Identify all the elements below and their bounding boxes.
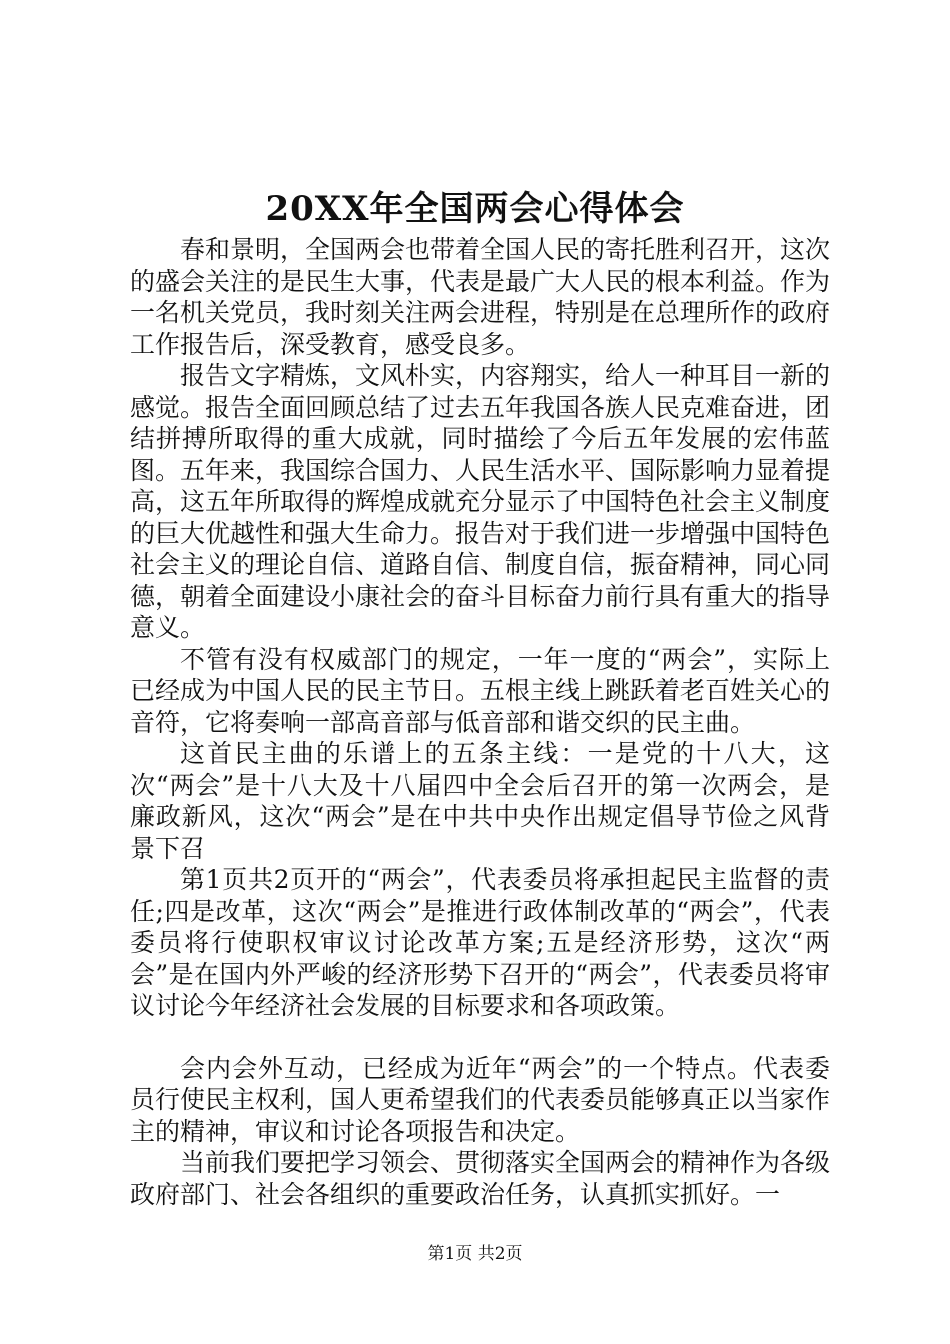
- paragraph-2: 报告文字精炼，文风朴实，内容翔实，给人一种耳目一新的感觉。报告全面回顾总结了过去五年我国各族人民克难奋进，团结拼搏所取得的重大成就，同时描绘了今后五年发展的宏伟蓝图。五年来，我国综合国力、人民生活水平、国际影响力显着提高，这五年所取得的辉煌成就充分显示了中国特色社会主义制度的巨大优越性和强大生命力。报告对于我们进一步增强中国特色社会主义的理论自信、道路自信、制度自信，振奋精神，同心同德，朝着全面建设小康社会的奋斗目标奋力前行具有重大的指导意义。: [130, 361, 831, 642]
- page-footer: 第1页 共2页: [427, 1244, 523, 1264]
- paragraph-3: 不管有没有权威部门的规定，一年一度的“两会”，实际上已经成为中国人民的民主节日。五根主线上跳跃着老百姓关心的音符，它将奏响一部高音部与低音部和谐交织的民主曲。: [130, 644, 831, 737]
- paragraph-6: 会内会外互动，已经成为近年“两会”的一个特点。代表委员行使民主权利，国人更希望我们的代表委员能够真正以当家作主的精神，审议和讨论各项报告和决定。: [130, 1053, 831, 1146]
- paragraph-5: 第1页共2页开的“两会”，代表委员将承担起民主监督的责任;四是改革，这次“两会”是推进行政体制改革的“两会”，代表委员将行使职权审议讨论改革方案;五是经济形势，这次“两会”是在国内外严峻的经济形势下召开的“两会”，代表委员将审议讨论今年经济社会发展的目标要求和各项政策。: [130, 865, 830, 1020]
- paragraph-4: 这首民主曲的乐谱上的五条主线：一是党的十八大，这次“两会”是十八大及十八届四中全会后召开的第一次两会，是廉政新风，这次“两会”是在中共中央作出规定倡导节俭之风背景下召: [130, 739, 830, 863]
- paragraph-1: 春和景明，全国两会也带着全国人民的寄托胜利召开，这次的盛会关注的是民生大事，代表是最广大人民的根本利益。作为一名机关党员，我时刻关注两会进程，特别是在总理所作的政府工作报告后，深受教育，感受良多。: [130, 235, 831, 359]
- document-title: 20XX年全国两会心得体会: [265, 189, 685, 229]
- document-body: [130, 234, 830, 1210]
- paragraph-7: 当前我们要把学习领会、贯彻落实全国两会的精神作为各级政府部门、社会各组织的重要政治任务，认真抓实抓好。一: [130, 1148, 831, 1209]
